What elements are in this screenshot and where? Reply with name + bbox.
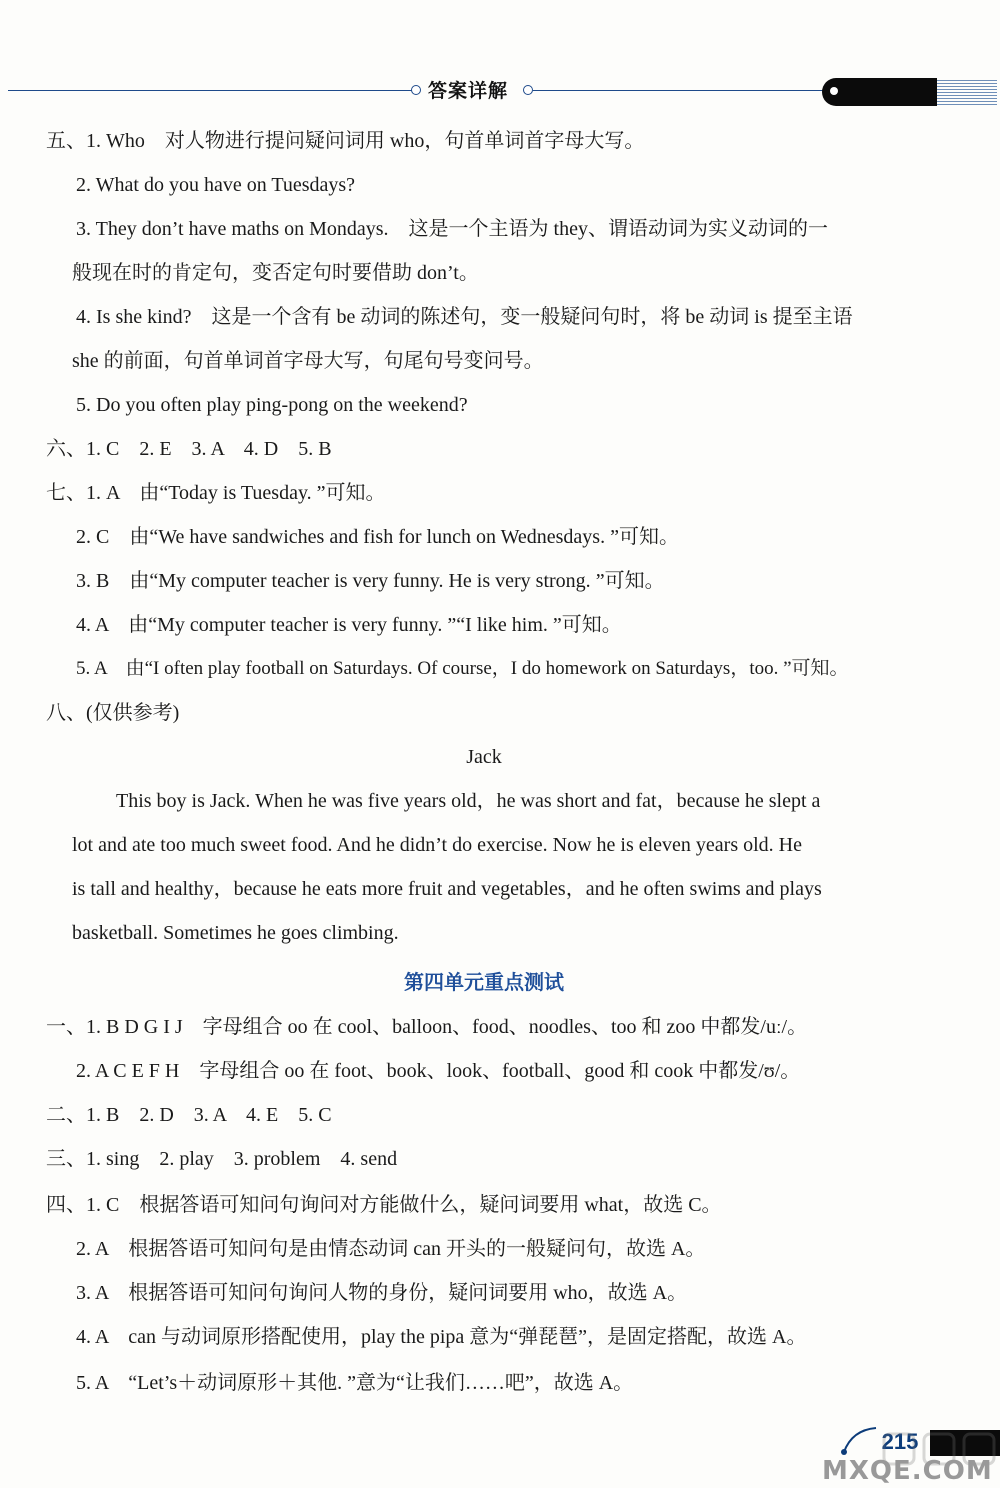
header-tab xyxy=(822,78,937,106)
essay-line: is tall and healthy，because he eats more fruit and vegetables，and he often swims and plays xyxy=(72,878,822,900)
header-rule-right xyxy=(533,90,823,91)
essay-title: Jack xyxy=(466,746,502,768)
answer-line: 4. A 由“My computer teacher is very funny. ”“I like him. ”可知。 xyxy=(76,614,622,636)
answer-line: 一、1. B D G I J 字母组合 oo 在 cool、balloon、food、noodles、too 和 zoo 中都发/uː/。 xyxy=(46,1016,808,1038)
answer-line: 般现在时的肯定句，变否定句时要借助 don’t。 xyxy=(72,262,479,284)
answer-line: 4. A can 与动词原形搭配使用，play the pipa 意为“弹琵琶”，是固定搭配，故选 A。 xyxy=(76,1326,807,1348)
essay-line: lot and ate too much sweet food. And he didn’t do exercise. Now he is eleven years old. He xyxy=(72,834,802,856)
answer-line: 3. They don’t have maths on Mondays. 这是一个主语为 they、谓语动词为实义动词的一 xyxy=(76,218,828,240)
tab-dot-icon xyxy=(830,87,838,95)
answer-line: 3. B 由“My computer teacher is very funny. He is very strong. ”可知。 xyxy=(76,570,665,592)
header-dot-right xyxy=(523,85,533,95)
answer-line: 2. What do you have on Tuesdays? xyxy=(76,174,356,196)
answer-line: she 的前面，句首单词首字母大写，句尾句号变问号。 xyxy=(72,350,544,372)
answer-line: 三、1. sing 2. play 3. problem 4. send xyxy=(46,1148,398,1170)
answer-line: 八、(仅供参考) xyxy=(46,702,180,724)
answer-line: 四、1. C 根据答语可知问句询问对方能做什么，疑问词要用 what，故选 C。 xyxy=(46,1194,722,1216)
watermark-text: MXQE.COM xyxy=(822,1456,993,1486)
answer-line: 六、1. C 2. E 3. A 4. D 5. B xyxy=(46,438,332,460)
answer-line: 5. Do you often play ping-pong on the weekend? xyxy=(76,394,468,416)
answer-line: 二、1. B 2. D 3. A 4. E 5. C xyxy=(46,1104,332,1126)
essay-line: basketball. Sometimes he goes climbing. xyxy=(72,922,399,944)
answer-line: 2. A C E F H 字母组合 oo 在 foot、book、look、football、good 和 cook 中都发/ʊ/。 xyxy=(76,1060,801,1082)
answer-line: 2. A 根据答语可知问句是由情态动词 can 开头的一般疑问句，故选 A。 xyxy=(76,1238,706,1260)
page-header xyxy=(0,70,1000,110)
answer-line: 五、1. Who 对人物进行提问疑问词用 who，句首单词首字母大写。 xyxy=(46,130,645,152)
answer-line: 2. C 由“We have sandwiches and fish for lunch on Wednesdays. ”可知。 xyxy=(76,526,679,548)
answer-line: 5. A 由“I often play football on Saturdays. Of course，I do homework on Saturdays，too. ”可知。 xyxy=(76,658,849,679)
answer-line: 七、1. A 由“Today is Tuesday. ”可知。 xyxy=(46,482,386,504)
header-stripes xyxy=(937,80,997,106)
answer-line: 4. Is she kind? 这是一个含有 be 动词的陈述句，变一般疑问句时，将 be 动词 is 提至主语 xyxy=(76,306,853,328)
page-number: 215 xyxy=(881,1429,919,1454)
answer-line: 3. A 根据答语可知问句询问人物的身份，疑问词要用 who，故选 A。 xyxy=(76,1282,688,1304)
answer-line: 5. A “Let’s＋动词原形＋其他. ”意为“让我们……吧”，故选 A。 xyxy=(76,1372,634,1394)
header-title: 答案详解 xyxy=(428,80,509,102)
header-rule-left xyxy=(8,90,413,91)
essay-line: This boy is Jack. When he was five years old，he was short and fat，because he slept a xyxy=(116,790,821,812)
header-dot-left xyxy=(411,85,421,95)
section-title: 第四单元重点测试 xyxy=(404,970,564,994)
